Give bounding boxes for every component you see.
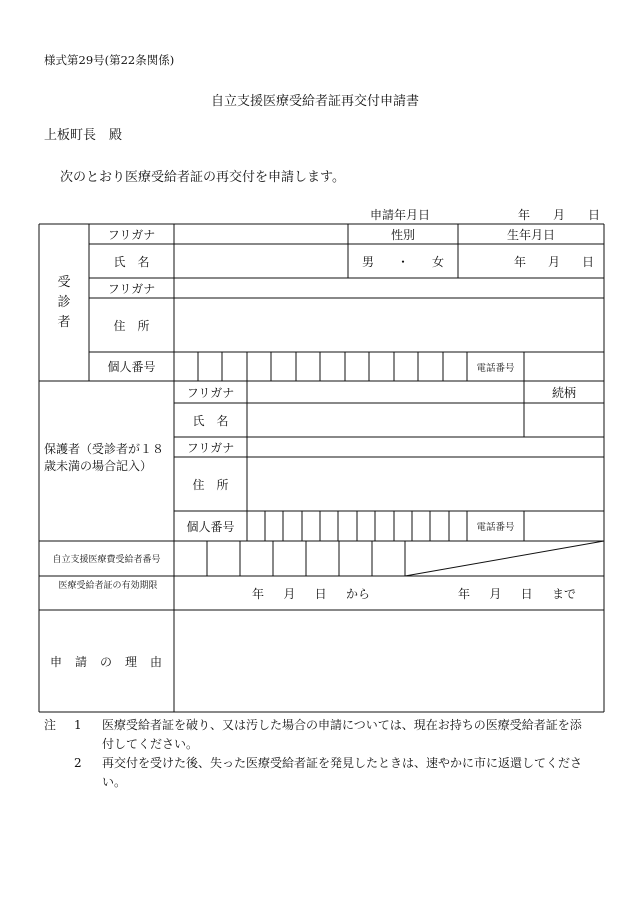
patient-address-furigana-field[interactable] bbox=[174, 278, 604, 298]
birth-day-unit: 日 bbox=[581, 254, 594, 269]
gender-male[interactable]: 男 bbox=[362, 254, 375, 269]
validity-label: 医療受給者証の有効期限 bbox=[58, 581, 158, 591]
birth-month-unit: 月 bbox=[547, 254, 560, 269]
guardian-address-field[interactable] bbox=[247, 457, 604, 511]
to-year-unit: 年 bbox=[458, 586, 471, 601]
patient-name-label: 氏 名 bbox=[113, 254, 150, 269]
notes-heading: 注 bbox=[44, 718, 57, 732]
note-item bbox=[44, 754, 589, 792]
guardian-address-label: 住 所 bbox=[192, 477, 229, 492]
patient-my-number-label: 個人番号 bbox=[107, 360, 156, 374]
guardian-name-label: 氏 名 bbox=[192, 413, 229, 428]
to-suffix: まで bbox=[551, 586, 576, 601]
to-month-unit: 月 bbox=[489, 586, 502, 601]
patient-address-field[interactable] bbox=[174, 298, 604, 352]
patient-address-label: 住 所 bbox=[113, 318, 150, 333]
from-suffix: から bbox=[345, 586, 370, 601]
validity-from-field[interactable] bbox=[252, 576, 370, 610]
reason-field[interactable] bbox=[174, 610, 604, 712]
intro-text: 次のとおり医療受給者証の再交付を申請します。 bbox=[60, 170, 345, 185]
note-text: 再交付を受けた後、失った医療受給者証を発見したときは、速やかに市に返還してください。 bbox=[102, 756, 583, 789]
reason-label: 申 請 の 理 由 bbox=[50, 654, 162, 669]
guardian-furigana-field[interactable] bbox=[247, 381, 524, 403]
recipient-number-label: 自立支援医療費受給者番号 bbox=[52, 555, 161, 565]
gender-field[interactable] bbox=[362, 244, 444, 278]
guardian-my-number-field[interactable] bbox=[247, 511, 467, 541]
gender-label: 性別 bbox=[390, 227, 415, 242]
birthdate-field[interactable] bbox=[514, 244, 594, 278]
guardian-phone-label: 電話番号 bbox=[476, 522, 515, 533]
note-number: 2 bbox=[74, 756, 82, 770]
note-text: 医療受給者証を破り、又は汚した場合の申請については、現在お持ちの医療受給者証を添付してください。 bbox=[102, 718, 582, 751]
month-unit: 月 bbox=[552, 208, 565, 222]
gender-separator: ・ bbox=[396, 254, 409, 269]
patient-phone-field[interactable] bbox=[524, 352, 604, 381]
guardian-my-number-label: 個人番号 bbox=[186, 519, 235, 534]
relation-field[interactable] bbox=[524, 403, 604, 437]
validity-to-field[interactable] bbox=[458, 576, 576, 610]
document-title: 自立支援医療受給者証再交付申請書 bbox=[210, 94, 419, 109]
from-month-unit: 月 bbox=[283, 586, 296, 601]
guardian-address-furigana-field[interactable] bbox=[247, 437, 604, 457]
patient-furigana-label: フリガナ bbox=[107, 227, 156, 242]
patient-name-field[interactable] bbox=[174, 244, 348, 278]
from-day-unit: 日 bbox=[314, 586, 327, 601]
birthdate-label: 生年月日 bbox=[506, 227, 555, 242]
recipient-number-field[interactable] bbox=[174, 541, 405, 576]
from-year-unit: 年 bbox=[252, 586, 265, 601]
patient-my-number-field[interactable] bbox=[174, 352, 467, 381]
form-number: 様式第29号(第22条関係) bbox=[44, 53, 175, 67]
note-number: 1 bbox=[74, 718, 82, 732]
guardian-furigana-label: フリガナ bbox=[186, 385, 235, 400]
patient-address-furigana-label: フリガナ bbox=[107, 281, 156, 296]
to-day-unit: 日 bbox=[520, 586, 533, 601]
relation-label: 続柄 bbox=[551, 385, 576, 400]
note-item bbox=[44, 716, 589, 754]
guardian-phone-field[interactable] bbox=[524, 511, 604, 541]
guardian-address-furigana-label: フリガナ bbox=[186, 440, 235, 455]
guardian-group-label: 保護者（受診者が１８歳未満の場合記入） bbox=[44, 442, 165, 473]
day-unit: 日 bbox=[587, 208, 600, 222]
guardian-name-field[interactable] bbox=[247, 403, 524, 437]
gender-female[interactable]: 女 bbox=[431, 254, 444, 269]
patient-phone-label: 電話番号 bbox=[476, 362, 515, 374]
addressee: 上板町長 殿 bbox=[44, 128, 123, 143]
birth-year-unit: 年 bbox=[514, 254, 527, 269]
patient-group-label: 受 診 者 bbox=[57, 274, 71, 330]
notes bbox=[44, 716, 589, 792]
application-date-label: 申請年月日 bbox=[370, 208, 431, 222]
year-unit: 年 bbox=[518, 208, 531, 222]
patient-furigana-field[interactable] bbox=[174, 224, 348, 244]
